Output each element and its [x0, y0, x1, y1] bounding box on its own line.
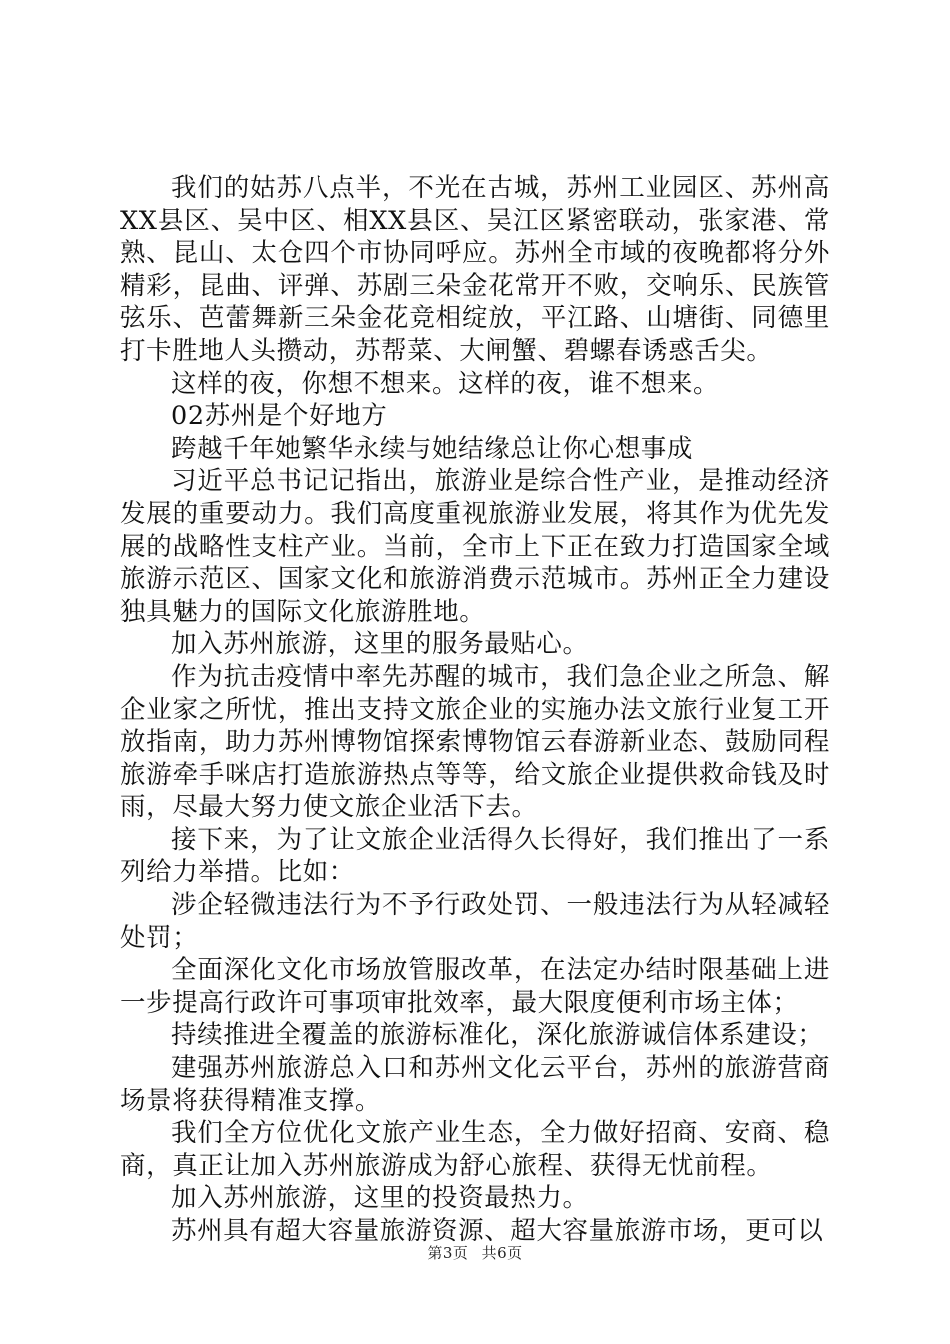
page-footer: [0, 1242, 950, 1263]
page-number: 第3页: [427, 1244, 469, 1262]
paragraph: 加入苏州旅游，这里的服务最贴心。: [171, 629, 589, 660]
paragraph: 持续推进全覆盖的旅游标准化，深化旅游诚信体系建设；: [171, 1020, 824, 1051]
paragraph: 加入苏州旅游，这里的投资最热力。: [171, 1183, 589, 1214]
paragraph: 建强苏州旅游总入口和苏州文化云平台，苏州的旅游营商场景将获得精准支撑。: [120, 1053, 830, 1116]
paragraph: 这样的夜，你想不想来。这样的夜，谁不想来。: [171, 368, 720, 399]
document-body: [120, 172, 830, 1248]
paragraph: 作为抗击疫情中率先苏醒的城市，我们急企业之所急、解企业家之所忧，推出支持文旅企业的实施办法文旅行业复工开放指南，助力苏州博物馆探索博物馆云春游新业态、鼓励同程旅游牵手咪店打造旅游热点等等，给文旅企业提供救命钱及时雨，尽最大努力使文旅企业活下去。: [120, 661, 830, 823]
paragraph: 接下来，为了让文旅企业活得久长得好，我们推出了一系列给力举措。比如：: [120, 824, 830, 888]
paragraph: 习近平总书记记指出，旅游业是综合性产业，是推动经济发展的重要动力。我们高度重视旅游业发展，将其作为优先发展的战略性支柱产业。当前，全市上下正在致力打造国家全域旅游示范区、国家文化和旅游消费示范城市。苏州正全力建设独具魅力的国际文化旅游胜地。: [120, 466, 830, 627]
paragraph: 涉企轻微违法行为不予行政处罚、一般违法行为从轻减轻处罚；: [120, 890, 830, 953]
paragraph: 苏州具有超大容量旅游资源、超大容量旅游市场，更可以: [171, 1216, 824, 1246]
section-subtitle: 跨越千年她繁华永续与她结缘总让你心想事成: [171, 433, 694, 464]
paragraph: 我们全方位优化文旅产业生态，全力做好招商、安商、稳商，真正让加入苏州旅游成为舒心旅程、获得无忧前程。: [120, 1118, 830, 1181]
section-heading: 02苏州是个好地方: [171, 401, 388, 432]
page-total: 共6页: [481, 1244, 523, 1262]
paragraph: 我们的姑苏八点半，不光在古城，苏州工业园区、苏州高XX县区、吴中区、相XX县区、吴江区紧密联动，张家港、常熟、昆山、太仓四个市协同呼应。苏州全市域的夜晚都将分外精彩，昆曲、评弹、苏剧三朵金花常开不败，交响乐、民族管弦乐、芭蕾舞新三朵金花竞相绽放，平江路、山塘街、同德里打卡胜地人头攒动，苏帮菜、大闸蟹、碧螺春诱惑舌尖。: [120, 173, 830, 366]
paragraph: 全面深化文化市场放管服改革，在法定办结时限基础上进一步提高行政许可事项审批效率，最大限度便利市场主体；: [120, 955, 830, 1018]
